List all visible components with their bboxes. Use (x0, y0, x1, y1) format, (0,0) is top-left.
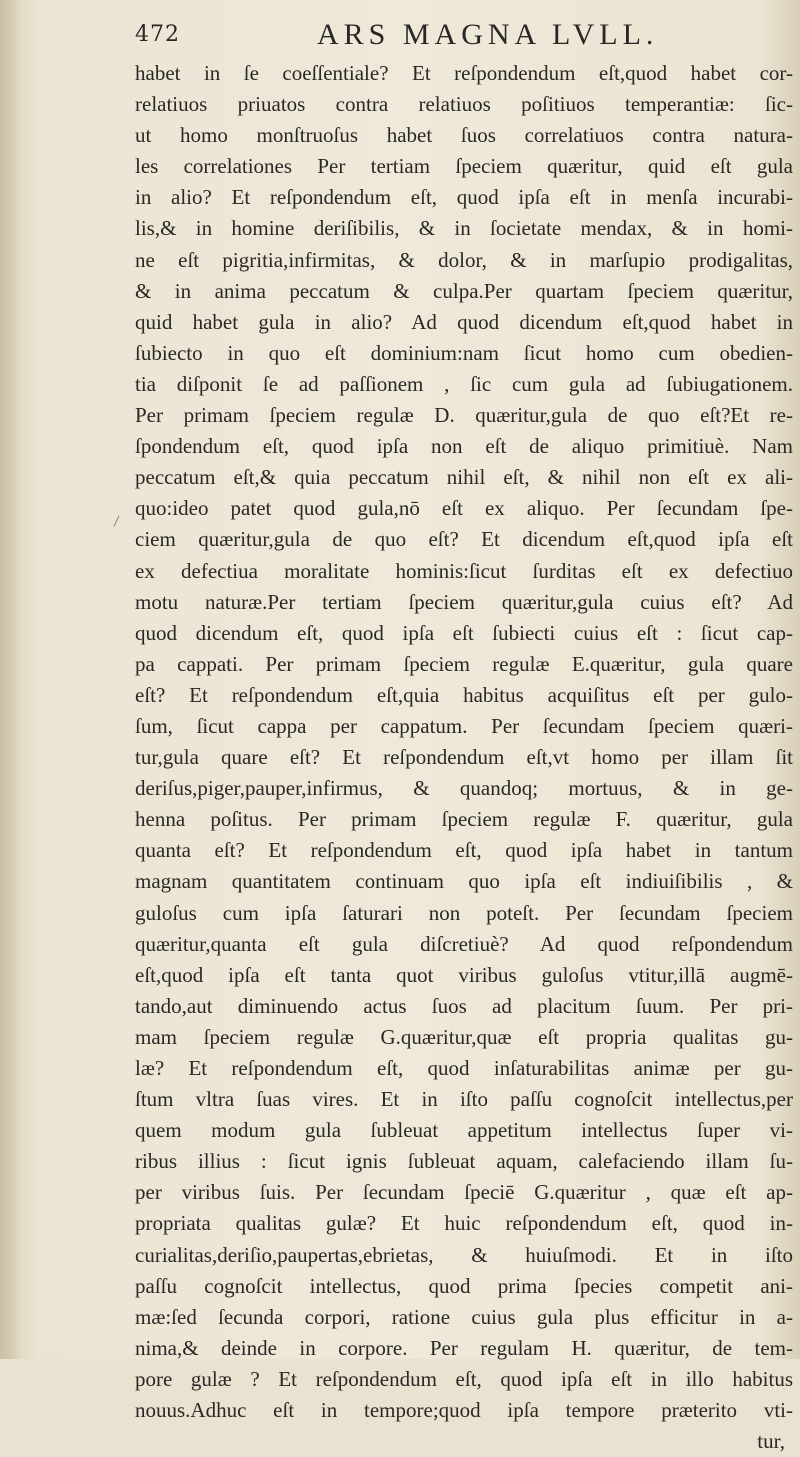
text-line: eſt,quod ipſa eſt tanta quot viribus guloſus vtitur,illā augmē- (135, 962, 793, 987)
text-line: nouus.Adhuc eſt in tempore;quod ipſa tempore præterito vti- (135, 1398, 793, 1423)
text-line: ex defectiua moralitate hominis:ſicut ſurditas eſt ex defectiuo (135, 558, 793, 583)
text-line: tur, (757, 1429, 785, 1454)
text-line: ribus illius : ſicut ignis ſubleuat aquam, calefaciendo illam ſu- (135, 1149, 793, 1174)
text-line: paſſu cognoſcit intellectus, quod prima ſpecies competit ani- (135, 1273, 793, 1298)
text-line: tando,aut diminuendo actus ſuos ad placitum ſuum. Per pri- (135, 993, 793, 1018)
text-line: & in anima peccatum & culpa.Per quartam ſpeciem quæritur, (135, 278, 793, 303)
text-line: ſtum vltra ſuas vires. Et in iſto paſſu cognoſcit intellectus,per (135, 1087, 793, 1112)
text-line: magnam quantitatem continuam quo ipſa eſt indiuiſibilis , & (135, 869, 793, 894)
text-line: motu naturæ.Per tertiam ſpeciem quæritur,gula cuius eſt? Ad (135, 589, 793, 614)
text-line: ſpondendum eſt, quod ipſa non eſt de aliquo primitiuè. Nam (135, 434, 793, 459)
text-line: Per primam ſpeciem regulæ D. quæritur,gula de quo eſt?Et re- (135, 403, 793, 428)
text-line: quo:ideo patet quod gula,nō eſt ex aliquo. Per ſecundam ſpe- (135, 496, 793, 521)
text-line: tur,gula quare eſt? Et reſpondendum eſt,vt homo per illam ſit (135, 745, 793, 770)
text-line: propriata qualitas gulæ? Et huic reſpondendum eſt, quod in- (135, 1211, 793, 1236)
text-line: pa cappati. Per primam ſpeciem regulæ E.quæritur, gula quare (135, 651, 793, 676)
text-line: ſubiecto in quo eſt dominium:nam ſicut homo cum obedien- (135, 340, 793, 365)
text-line: guloſus cum ipſa ſaturari non poteſt. Per ſecundam ſpeciem (135, 900, 793, 925)
running-title: ARS MAGNA LVLL. (317, 18, 659, 51)
text-line: per viribus ſuis. Per ſecundam ſpeciē G.quæritur , quæ eſt ap- (135, 1180, 793, 1205)
text-line: lis,& in homine deriſibilis, & in ſocietate mendax, & in homi- (135, 216, 793, 241)
text-line: pore gulæ ? Et reſpondendum eſt, quod ipſa eſt in illo habitus (135, 1366, 793, 1391)
text-line: relatiuos priuatos contra relatiuos poſitiuos temperantiæ: ſic- (135, 92, 793, 117)
text-line: ciem quæritur,gula de quo eſt? Et dicendum eſt,quod ipſa eſt (135, 527, 793, 552)
page-header (135, 12, 775, 58)
body-text (135, 58, 793, 1457)
text-line: mam ſpeciem regulæ G.quæritur,quæ eſt propria qualitas gu- (135, 1024, 793, 1049)
text-line: les correlationes Per tertiam ſpeciem quæritur, quid eſt gula (135, 154, 793, 179)
text-line: quem modum gula ſubleuat appetitum intellectus ſuper vi- (135, 1118, 793, 1143)
text-line: habet in ſe coeſſentiale? Et reſpondendum eſt,quod habet cor- (135, 61, 793, 85)
text-line: nima,& deinde in corpore. Per regulam H. quæritur, de tem- (135, 1335, 793, 1360)
text-line: quæritur,quanta eſt gula diſcretiuè? Ad quod reſpondendum (135, 931, 793, 956)
text-line: mæ:ſed ſecunda corpori, ratione cuius gula plus efficitur in a- (135, 1304, 793, 1329)
text-line: quanta eſt? Et reſpondendum eſt, quod ipſa habet in tantum (135, 838, 793, 863)
text-line: peccatum eſt,& quia peccatum nihil eſt, & nihil non eſt ex ali- (135, 465, 793, 490)
margin-pencil-mark (114, 515, 120, 526)
text-line: henna poſitus. Per primam ſpeciem regulæ F. quæritur, gula (135, 807, 793, 832)
text-line: deriſus,piger,pauper,infirmus, & quandoq; mortuus, & in ge- (135, 776, 793, 801)
text-line: eſt? Et reſpondendum eſt,quia habitus acquiſitus eſt per gulo- (135, 682, 793, 707)
text-line: curialitas,deriſio,paupertas,ebrietas, & huiuſmodi. Et in iſto (135, 1242, 793, 1267)
text-line: ne eſt pigritia,infirmitas, & dolor, & in marſupio prodigalitas, (135, 247, 793, 272)
page-number: 472 (135, 22, 180, 47)
text-line: ſum, ſicut cappa per cappatum. Per ſecundam ſpeciem quæri- (135, 713, 793, 738)
binding-gutter (0, 0, 22, 1359)
text-line: ut homo monſtruoſus habet ſuos correlatiuos contra natura- (135, 123, 793, 148)
text-line: quid habet gula in alio? Ad quod dicendum eſt,quod habet in (135, 309, 793, 334)
text-line: quod dicendum eſt, quod ipſa eſt ſubiecti cuius eſt : ſicut cap- (135, 620, 793, 645)
text-line: læ? Et reſpondendum eſt, quod inſaturabilitas animæ per gu- (135, 1056, 793, 1080)
text-line: tia diſponit ſe ad paſſionem , ſic cum gula ad ſubiugationem. (135, 371, 793, 396)
text-line: in alio? Et reſpondendum eſt, quod ipſa eſt in menſa incurabi- (135, 185, 793, 210)
